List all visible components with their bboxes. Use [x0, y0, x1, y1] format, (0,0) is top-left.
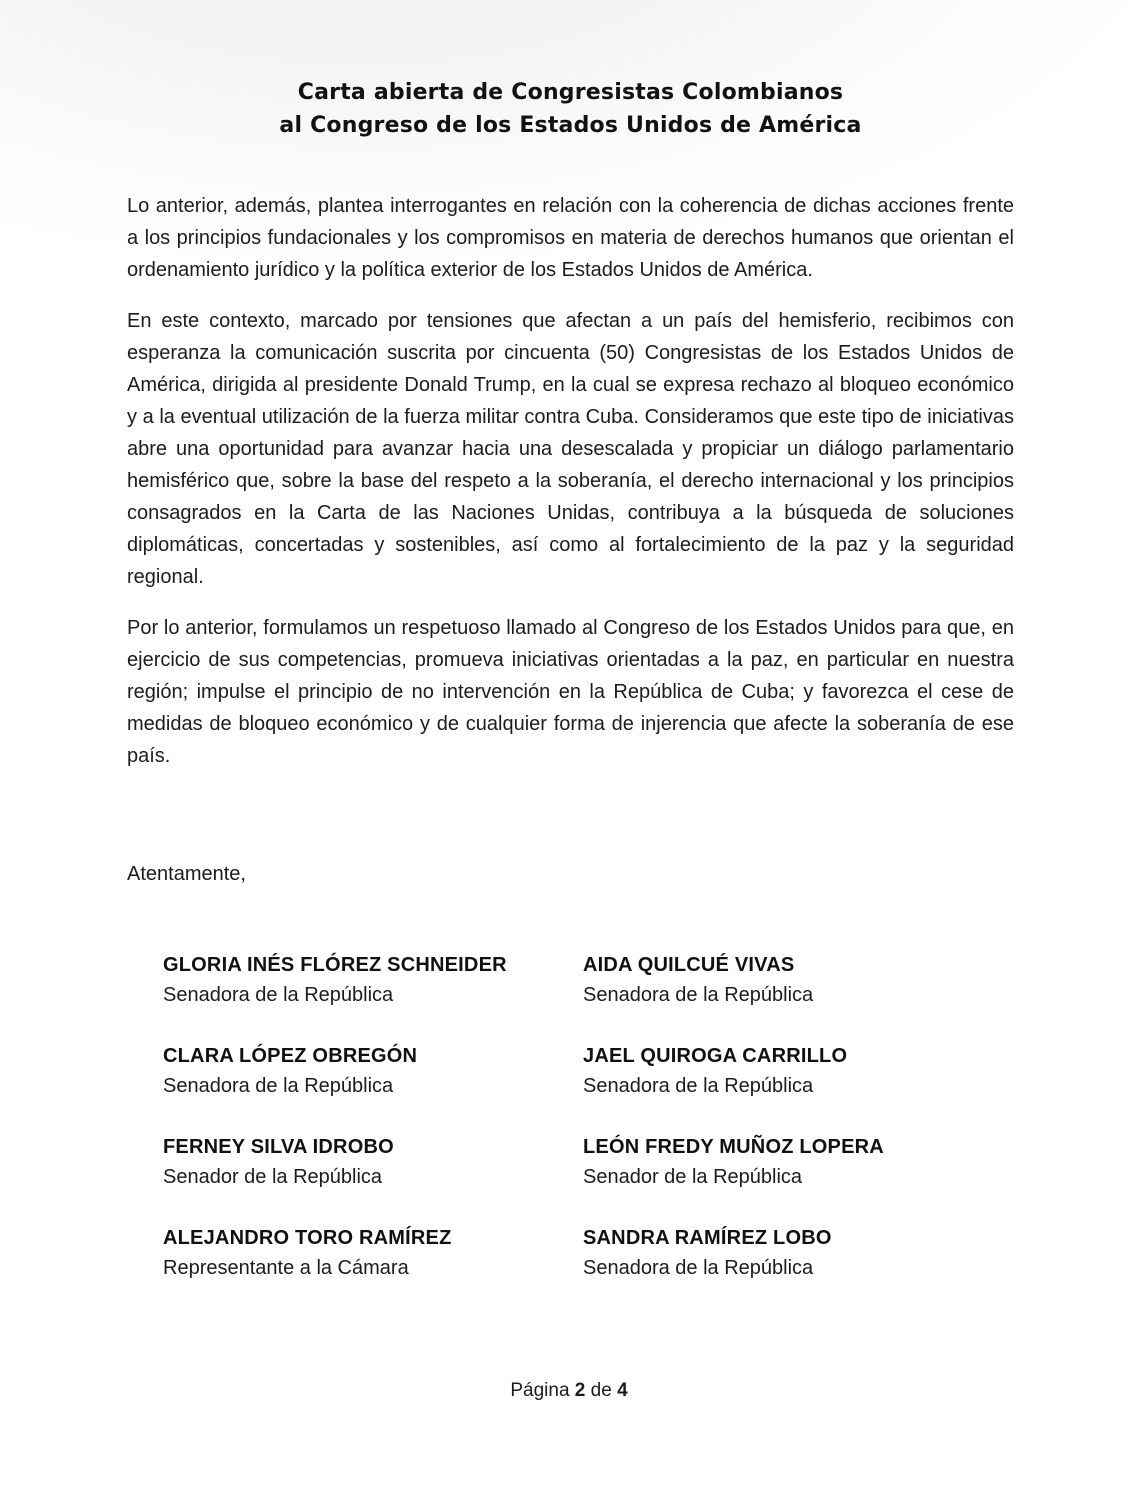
signatory-role: Senadora de la República: [583, 1075, 814, 1097]
signature-list: [127, 950, 1014, 1283]
signatory-name: CLARA LÓPEZ OBREGÓN: [163, 1045, 418, 1067]
footer-label-prefix: Página: [510, 1380, 575, 1401]
paragraph: En este contexto, marcado por tensiones que afectan a un país del hemisferio, recibimos con esperanza la comunicación suscrita por cincuenta (50) Congresistas de los Estados Unidos de América, dirigida al presidente Donald Trump, en la cual se expresa rechazo al bloqueo económico y a la eventual utilización de la fuerza militar contra Cuba. Consideramos que este tipo de iniciativas abre una oportunidad para avanzar hacia una desescalada y propiciar un diálogo parlamentario hemisférico que, sobre la base del respeto a la soberanía, el derecho internacional y los principios consagrados en la Carta de las Naciones Unidas, contribuya a la búsqueda de soluciones diplomáticas, concertadas y sostenibles, así como al fortalecimiento de la paz y la seguridad regional.: [127, 310, 1014, 588]
document-title-line-1: Carta abierta de Congresistas Colombianos: [297, 80, 844, 105]
document-title: [127, 76, 1014, 142]
signature-block: [163, 950, 583, 1010]
signatory-name: GLORIA INÉS FLÓREZ SCHNEIDER: [163, 954, 507, 976]
document-body: [127, 190, 1014, 772]
paragraph: Por lo anterior, formulamos un respetuoso llamado al Congreso de los Estados Unidos para que, en ejercicio de sus competencias, promueva iniciativas orientadas a la paz, en particular en nuestra región; impulse el principio de no intervención en la República de Cuba; y favorezca el cese de medidas de bloqueo económico y de cualquier forma de injerencia que afecte la soberanía de ese país.: [127, 617, 1014, 767]
signatory-role: Senador de la República: [583, 1166, 803, 1188]
signatory-name: SANDRA RAMÍREZ LOBO: [583, 1227, 832, 1249]
signatory-name: JAEL QUIROGA CARRILLO: [583, 1045, 848, 1067]
signature-block: [583, 1132, 1014, 1192]
signatory-name: FERNEY SILVA IDROBO: [163, 1136, 394, 1158]
signatory-role: Senadora de la República: [583, 1257, 814, 1279]
signature-block: [163, 1041, 583, 1101]
signature-block: [163, 1132, 583, 1192]
signatory-name: LEÓN FREDY MUÑOZ LOPERA: [583, 1136, 884, 1158]
signature-block: [583, 1041, 1014, 1101]
signatory-role: Senadora de la República: [163, 984, 394, 1006]
closing-salutation: Atentamente,: [127, 863, 246, 885]
page-footer: [0, 1379, 1138, 1403]
document-title-line-2: al Congreso de los Estados Unidos de América: [279, 113, 862, 138]
signatory-role: Senador de la República: [163, 1166, 383, 1188]
signature-block: [583, 1223, 1014, 1283]
signature-block: [163, 1223, 583, 1283]
signatory-name: ALEJANDRO TORO RAMÍREZ: [163, 1227, 452, 1249]
footer-separator: de: [585, 1380, 618, 1401]
footer-page-number: 2: [574, 1380, 586, 1401]
signatory-role: Senadora de la República: [583, 984, 814, 1006]
paragraph: Lo anterior, además, plantea interrogantes en relación con la coherencia de dichas acciones frente a los principios fundacionales y los compromisos en materia de derechos humanos que orientan el ordenamiento jurídico y la política exterior de los Estados Unidos de América.: [127, 195, 1014, 281]
signatory-name: AIDA QUILCUÉ VIVAS: [583, 954, 795, 976]
signatory-role: Senadora de la República: [163, 1075, 394, 1097]
footer-total-pages: 4: [617, 1380, 628, 1401]
signature-block: [583, 950, 1014, 1010]
signatory-role: Representante a la Cámara: [163, 1257, 409, 1279]
